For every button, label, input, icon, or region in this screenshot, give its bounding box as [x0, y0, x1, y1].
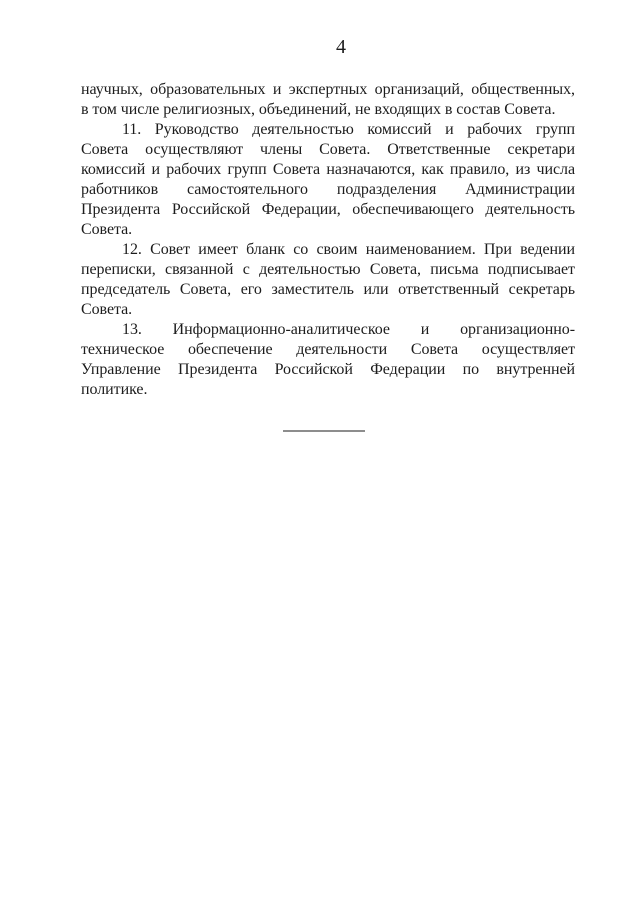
- text-line: 13. Информационно-аналитическое и организационно-: [122, 321, 575, 338]
- text-line: Президента Российской Федерации, обеспечивающего деятельность: [81, 201, 575, 218]
- text-line: 11. Руководство деятельностью комиссий и рабочих групп: [122, 121, 575, 138]
- text-line: научных, образовательных и экспертных организаций, общественных,: [81, 81, 575, 98]
- text-line: комиссий и рабочих групп Совета назначаются, как правило, из числа: [81, 161, 575, 178]
- page-number: 4: [336, 36, 346, 58]
- text-line: Совета.: [81, 221, 133, 238]
- text-line: переписки, связанной с деятельностью Совета, письма подписывает: [81, 261, 575, 278]
- text-line: председатель Совета, его заместитель или ответственный секретарь: [81, 281, 575, 298]
- text-line: 12. Совет имеет бланк со своим наименованием. При ведении: [122, 241, 575, 258]
- text-line: Совета.: [81, 301, 133, 318]
- text-line: в том числе религиозных, объединений, не входящих в состав Совета.: [81, 101, 556, 118]
- text-line: техническое обеспечение деятельности Совета осуществляет: [81, 341, 575, 358]
- text-line: Управление Президента Российской Федерации по внутренней: [81, 361, 575, 378]
- document-body: [81, 80, 575, 400]
- text-line: политике.: [81, 381, 148, 398]
- text-line: Совета осуществляют члены Совета. Ответственные секретари: [81, 141, 575, 158]
- text-line: работников самостоятельного подразделения Администрации: [81, 181, 575, 198]
- end-of-document-rule: [283, 430, 365, 432]
